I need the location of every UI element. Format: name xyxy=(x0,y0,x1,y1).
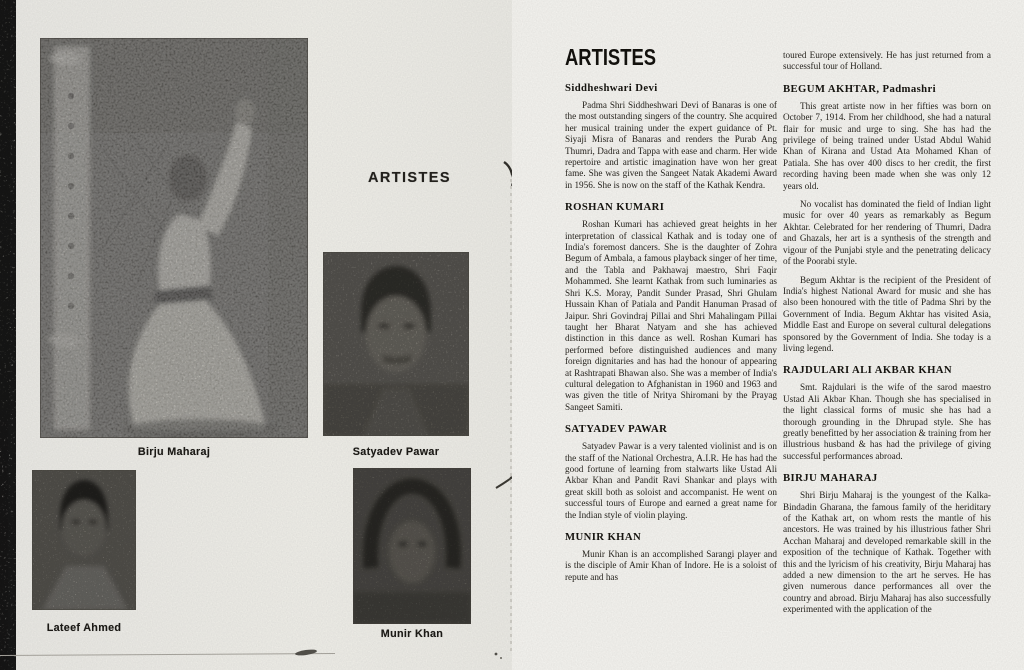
continuation-paragraph: toured Europe extensively. He has just returned from a successful tour of Holland. xyxy=(783,50,991,72)
page-title: ARTISTES xyxy=(565,44,656,70)
section-paragraph: Begum Akhtar is the recipient of the President of India's highest National Award for music and she has also been honoured with the title of Padma Shri by the Government of India. Begum Akhtar has visited Asia, Middle East and Europe on several cultural delegations sponsored by the Government of India. She today is a living legend. xyxy=(783,274,991,353)
section-heading-siddheshwari-devi: Siddheshwari Devi xyxy=(565,82,658,94)
section-paragraph: Satyadev Pawar is a very talented violinist and is on the staff of the National Orchestra, A.I.R. He has had the good fortune of learning from stalwarts like Ustad Ali Akbar Khan and Pandit Ravi Shankar and plays with great skill both as soloist and accompanist. He went on successful tours of Europe and earned a great name for the Indian style of violin playing. xyxy=(565,441,777,520)
munir-khan-photo xyxy=(353,468,471,624)
text-column-1 xyxy=(565,44,777,590)
satyadev-pawar-photo xyxy=(323,252,469,436)
right-page xyxy=(512,0,1024,670)
section-heading-munir-khan: MUNIR KHAN xyxy=(565,531,642,543)
caption-munir-khan: Munir Khan xyxy=(380,628,444,640)
section-paragraph: Padma Shri Siddheshwari Devi of Banaras is one of the most outstanding singers of the country. She acquired her musical training under the expert guidance of Pt. Siyaji Misra of Banaras and renders the Purab Ang Thumri, Dadra and Tappa with ease and charm. Her wide repertoire and artistic imagination have won her great fame. She was given the Sangeet Natak Akademi Award in 1956. She is now on the staff of the Kathak Kendra. xyxy=(565,100,777,190)
section-heading-birju-maharaj: BIRJU MAHARAJ xyxy=(783,472,878,485)
section-paragraph: Shri Birju Maharaj is the youngest of the Kalka-Bindadin Gharana, the famous family of the heriditary of the Kathak art, on whom rests the mantle of his ancestors. He was trained by his illustrious father Shri Acchan Maharaj and developed remarkable skill in the exposition of the technique of Kathak. Together with this and the lyricism of his creativity, Birju Maharaj has added a new dimension to the art he serves. He has given numerous dance performances all over the country and abroad. Birju Maharaj has also successfully experimented with the application of the xyxy=(783,490,991,615)
section-paragraph: Roshan Kumari has achieved great heights in her interpretation of classical Kathak and is today one of India's foremost dancers. She is the daughter of Zohra Begum of Ambala, a famous playback singer of her time, and the Tabla and Pakhawaj maestro, Shri Faqir Mohammed. She learnt Kathak from such luminaries as Shri K.S. Moray, Pandit Sunder Prasad, Shri Ghulam Hussain Khan of Patiala and Pandit Hanuman Prasad of Jaipur. Shri Govindraj Pillai and Shri Mahalingam Pillai taught her Bharat Natyam and she has achieved distinction in this dance as well. Roshan Kumari has performed before distinguished audiences and many foreign dignitaries and has had the honour of appearing at Rashtrapati Bhawan also. She was a member of India's cultural delegation to Afghanistan in 1960 and 1963 and was given the title of Nritya Shiromani by the Prayag Sangeet Samiti. xyxy=(565,219,777,412)
section-heading-satyadev-pawar: SATYADEV PAWAR xyxy=(565,423,668,436)
text-column-2 xyxy=(783,50,991,623)
artistes-label-left: ARTISTES xyxy=(368,170,451,186)
section-paragraph: No vocalist has dominated the field of Indian light music for over 40 years as remarkably as Begum Akhtar. Celebrated for her rendering of Thumri, Dadra and Ghazals, her art is a synthesis of the strength and vigour of the Punjabi style and the penetrating delicacy of the Poorabi style. xyxy=(783,199,991,267)
section-paragraph: This great artiste now in her fifties was born on October 7, 1914. From her childhood, she had a natural flair for music and urge to sing. She has had the privilege of being trained under Ustad Abdul Wahid Khan of Kirana and Ustad Ata Mohamed Khan of Patiala. She has over 400 discs to her credit, the first recording having been made when she was only 12 years old. xyxy=(783,100,991,191)
binding-strip xyxy=(0,0,16,670)
section-heading-roshan-kumari: ROSHAN KUMARI xyxy=(565,201,665,214)
caption-birju-maharaj: Birju Maharaj xyxy=(137,446,211,458)
lateef-ahmed-photo xyxy=(32,470,136,610)
section-heading-rajdulari-ali-akbar-khan: RAJDULARI ALI AKBAR KHAN xyxy=(783,364,953,377)
section-heading-begum-akhtar: BEGUM AKHTAR, Padmashri xyxy=(783,82,936,95)
caption-satyadev-pawar: Satyadev Pawar xyxy=(352,446,440,458)
section-paragraph: Smt. Rajdulari is the wife of the sarod maestro Ustad Ali Akbar Khan. Though she has specialised in the light classical forms of music she has had a thorough grounding in the Dhrupad style. She has greatly benefitted by her association & training from her illustrious husband & has had the privilege of giving successful performances abroad. xyxy=(783,382,991,461)
section-paragraph: Munir Khan is an accomplished Sarangi player and is the disciple of Amir Khan of Indore. He is a soloist of repute and has xyxy=(565,549,777,582)
caption-lateef-ahmed: Lateef Ahmed xyxy=(46,622,122,634)
birju-maharaj-photo xyxy=(40,38,308,438)
left-page xyxy=(16,0,512,670)
